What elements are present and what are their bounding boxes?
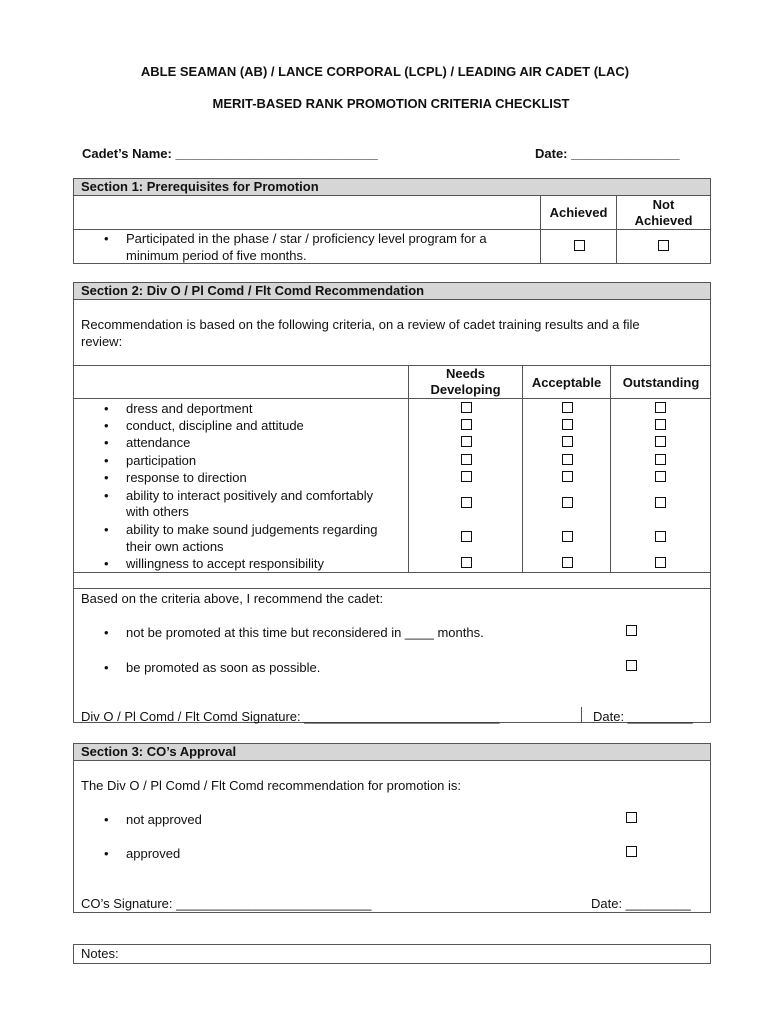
recommend-intro: Based on the criteria above, I recommend the cadet: xyxy=(81,591,384,606)
attendance-needs-developing-checkbox[interactable] xyxy=(461,436,472,447)
section2-intro-line1: Recommendation is based on the following criteria, on a review of cadet training results and a file xyxy=(81,317,640,332)
bullet: • xyxy=(104,846,109,861)
section3-title: Section 3: CO’s Approval xyxy=(81,744,237,759)
col-acceptable-header: Acceptable xyxy=(531,375,602,390)
section1-title: Section 1: Prerequisites for Promotion xyxy=(81,179,319,194)
interact-acceptable-checkbox[interactable] xyxy=(562,497,573,508)
recommend-option-promote: be promoted as soon as possible. xyxy=(126,660,321,675)
section3-frame xyxy=(73,743,711,913)
bullet: • xyxy=(104,812,109,827)
divider xyxy=(73,299,711,300)
divider xyxy=(581,707,582,723)
recommend-option-reconsider: not be promoted at this time but reconsidered in ____ months. xyxy=(126,625,484,640)
bullet: • xyxy=(104,556,109,571)
approval-option-not-approved: not approved xyxy=(126,812,202,827)
document-title: ABLE SEAMAN (AB) / LANCE CORPORAL (LCPL) / LEADING AIR CADET (LAC) xyxy=(140,64,630,79)
bullet: • xyxy=(104,522,109,537)
prerequisite-item-line2: minimum period of five months. xyxy=(126,248,307,263)
col-not-achieved-header-line2: Achieved xyxy=(634,213,693,228)
divider xyxy=(73,365,711,366)
dress-acceptable-checkbox[interactable] xyxy=(562,402,573,413)
participation-needs-developing-checkbox[interactable] xyxy=(461,454,472,465)
section2-title: Section 2: Div O / Pl Comd / Flt Comd Recommendation xyxy=(81,283,425,298)
not-achieved-checkbox[interactable] xyxy=(658,240,669,251)
judgement-acceptable-checkbox[interactable] xyxy=(562,531,573,542)
cadet-name-field[interactable]: Cadet’s Name: ____________________________ xyxy=(82,146,378,161)
attendance-acceptable-checkbox[interactable] xyxy=(562,436,573,447)
notes-box[interactable] xyxy=(73,944,711,964)
section3-intro: The Div O / Pl Comd / Flt Comd recommendation for promotion is: xyxy=(81,778,462,793)
bullet: • xyxy=(104,231,109,246)
conduct-outstanding-checkbox[interactable] xyxy=(655,419,666,430)
notes-label: Notes: xyxy=(81,946,119,961)
criterion-attendance: attendance xyxy=(126,435,191,450)
criterion-participation: participation xyxy=(126,453,197,468)
bullet: • xyxy=(104,401,109,416)
div-o-signature-field[interactable]: Div O / Pl Comd / Flt Comd Signature: ___________________________ xyxy=(81,709,500,724)
not-approved-checkbox[interactable] xyxy=(626,812,637,823)
bullet: • xyxy=(104,488,109,503)
interact-outstanding-checkbox[interactable] xyxy=(655,497,666,508)
achieved-checkbox[interactable] xyxy=(574,240,585,251)
judgement-needs-developing-checkbox[interactable] xyxy=(461,531,472,542)
divider xyxy=(73,572,711,573)
criterion-interact-line2: with others xyxy=(126,504,189,519)
col-achieved-header: Achieved xyxy=(549,205,608,220)
bullet: • xyxy=(104,660,109,675)
participation-outstanding-checkbox[interactable] xyxy=(655,454,666,465)
divider xyxy=(522,365,523,572)
col-not-achieved-header-line1: Not xyxy=(652,197,675,212)
criterion-judgement-line1: ability to make sound judgements regarding xyxy=(126,522,378,537)
conduct-acceptable-checkbox[interactable] xyxy=(562,419,573,430)
approval-option-approved: approved xyxy=(126,846,181,861)
col-outstanding-header: Outstanding xyxy=(622,375,700,390)
prerequisite-item-line1: Participated in the phase / star / proficiency level program for a xyxy=(126,231,487,246)
criterion-responsibility: willingness to accept responsibility xyxy=(126,556,324,571)
criterion-response: response to direction xyxy=(126,470,247,485)
dress-needs-developing-checkbox[interactable] xyxy=(461,402,472,413)
interact-needs-developing-checkbox[interactable] xyxy=(461,497,472,508)
divider xyxy=(73,760,711,761)
conduct-needs-developing-checkbox[interactable] xyxy=(461,419,472,430)
co-date-field[interactable]: Date: _________ xyxy=(591,896,691,911)
criterion-conduct: conduct, discipline and attitude xyxy=(126,418,304,433)
col-needs-developing-header-line2: Developing xyxy=(430,382,501,397)
divider xyxy=(73,588,711,589)
document-subtitle: MERIT-BASED RANK PROMOTION CRITERIA CHECKLIST xyxy=(212,96,570,111)
bullet: • xyxy=(104,453,109,468)
bullet: • xyxy=(104,625,109,640)
response-needs-developing-checkbox[interactable] xyxy=(461,471,472,482)
divider xyxy=(610,365,611,572)
reconsider-checkbox[interactable] xyxy=(626,625,637,636)
response-outstanding-checkbox[interactable] xyxy=(655,471,666,482)
responsibility-outstanding-checkbox[interactable] xyxy=(655,557,666,568)
bullet: • xyxy=(104,435,109,450)
judgement-outstanding-checkbox[interactable] xyxy=(655,531,666,542)
criterion-dress: dress and deportment xyxy=(126,401,253,416)
cadet-date-field[interactable]: Date: _______________ xyxy=(535,146,680,161)
attendance-outstanding-checkbox[interactable] xyxy=(655,436,666,447)
responsibility-needs-developing-checkbox[interactable] xyxy=(461,557,472,568)
criterion-interact-line1: ability to interact positively and comfortably xyxy=(126,488,374,503)
responsibility-acceptable-checkbox[interactable] xyxy=(562,557,573,568)
divider xyxy=(73,398,711,399)
criterion-judgement-line2: their own actions xyxy=(126,539,224,554)
approved-checkbox[interactable] xyxy=(626,846,637,857)
bullet: • xyxy=(104,470,109,485)
bullet: • xyxy=(104,418,109,433)
col-needs-developing-header-line1: Needs xyxy=(445,366,486,381)
dress-outstanding-checkbox[interactable] xyxy=(655,402,666,413)
participation-acceptable-checkbox[interactable] xyxy=(562,454,573,465)
promote-checkbox[interactable] xyxy=(626,660,637,671)
div-o-date-field[interactable]: Date: _________ xyxy=(593,709,693,724)
co-signature-field[interactable]: CO’s Signature: ___________________________ xyxy=(81,896,372,911)
section2-intro-line2: review: xyxy=(81,334,123,349)
response-acceptable-checkbox[interactable] xyxy=(562,471,573,482)
